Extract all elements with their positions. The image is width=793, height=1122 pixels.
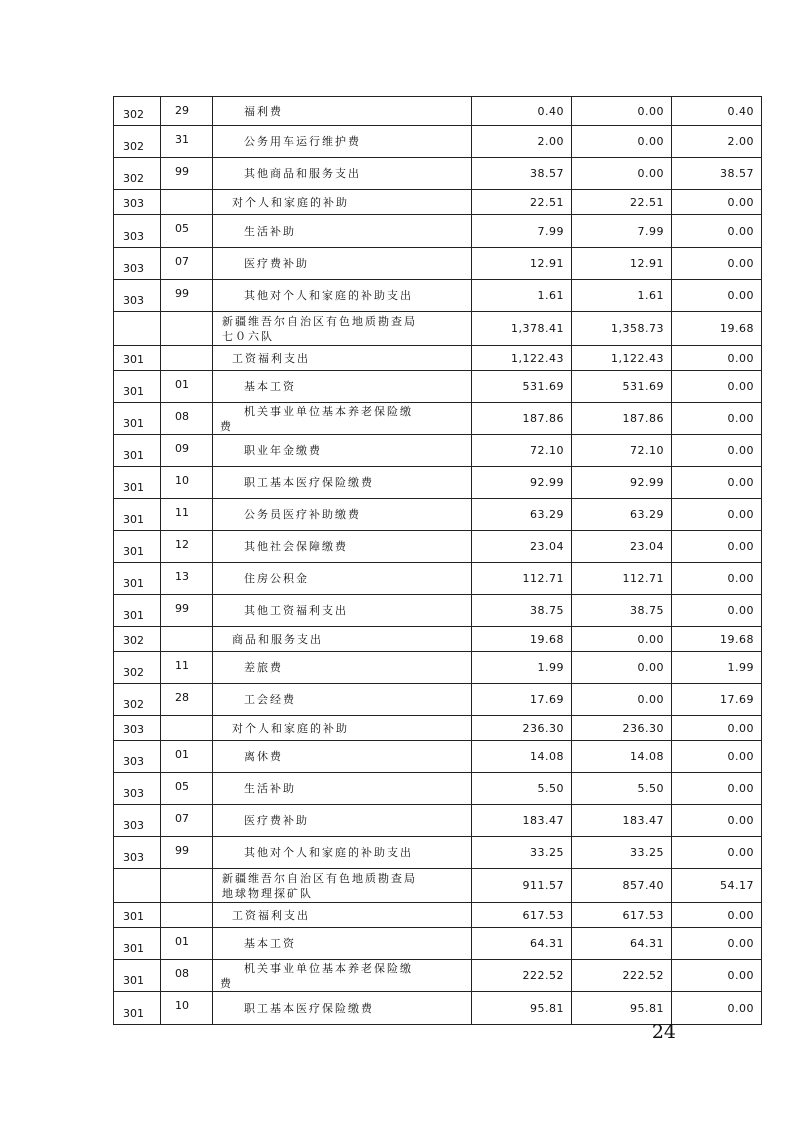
total-amount-cell: 23.04 <box>472 531 572 563</box>
item-code-cell: 99 <box>161 837 213 869</box>
total-amount-cell: 5.50 <box>472 773 572 805</box>
table-row <box>114 903 762 928</box>
basic-expenditure-cell: 857.40 <box>572 869 672 903</box>
basic-expenditure-cell: 5.50 <box>572 773 672 805</box>
project-expenditure-cell: 0.00 <box>672 248 762 280</box>
item-name-cell: 职工基本医疗保险缴费 <box>213 992 472 1025</box>
class-code-cell: 303 <box>114 190 161 215</box>
project-expenditure-cell: 0.00 <box>672 563 762 595</box>
total-amount-cell: 95.81 <box>472 992 572 1025</box>
class-code-cell <box>114 869 161 903</box>
project-expenditure-cell: 0.00 <box>672 403 762 435</box>
project-expenditure-cell: 0.00 <box>672 741 762 773</box>
table-row <box>114 531 762 563</box>
project-expenditure-cell: 19.68 <box>672 312 762 346</box>
class-code-cell: 303 <box>114 280 161 312</box>
total-amount-cell: 187.86 <box>472 403 572 435</box>
item-code-cell: 12 <box>161 531 213 563</box>
basic-expenditure-cell: 23.04 <box>572 531 672 563</box>
item-code-cell <box>161 716 213 741</box>
class-code-cell: 303 <box>114 741 161 773</box>
basic-expenditure-cell: 33.25 <box>572 837 672 869</box>
total-amount-cell: 12.91 <box>472 248 572 280</box>
item-code-cell: 01 <box>161 928 213 960</box>
total-amount-cell: 1.99 <box>472 652 572 684</box>
project-expenditure-cell: 0.00 <box>672 595 762 627</box>
basic-expenditure-cell: 0.00 <box>572 126 672 158</box>
basic-expenditure-cell: 617.53 <box>572 903 672 928</box>
class-code-cell: 301 <box>114 903 161 928</box>
class-code-cell: 301 <box>114 992 161 1025</box>
total-amount-cell: 617.53 <box>472 903 572 928</box>
item-name-cell: 生活补助 <box>213 215 472 248</box>
class-code-cell <box>114 312 161 346</box>
item-code-cell: 07 <box>161 805 213 837</box>
item-code-cell: 29 <box>161 97 213 126</box>
basic-expenditure-cell: 0.00 <box>572 158 672 190</box>
class-code-cell: 301 <box>114 595 161 627</box>
basic-expenditure-cell: 0.00 <box>572 627 672 652</box>
item-name-cell: 生活补助 <box>213 773 472 805</box>
total-amount-cell: 222.52 <box>472 960 572 992</box>
total-amount-cell: 1,378.41 <box>472 312 572 346</box>
project-expenditure-cell: 0.00 <box>672 346 762 371</box>
item-name-cell: 其他对个人和家庭的补助支出 <box>213 837 472 869</box>
item-code-cell: 13 <box>161 563 213 595</box>
total-amount-cell: 14.08 <box>472 741 572 773</box>
item-code-cell: 05 <box>161 773 213 805</box>
table-row <box>114 126 762 158</box>
project-expenditure-cell: 0.00 <box>672 716 762 741</box>
project-expenditure-cell: 0.00 <box>672 837 762 869</box>
total-amount-cell: 1.61 <box>472 280 572 312</box>
basic-expenditure-cell: 187.86 <box>572 403 672 435</box>
project-expenditure-cell: 0.00 <box>672 280 762 312</box>
item-name-cell: 住房公积金 <box>213 563 472 595</box>
total-amount-cell: 112.71 <box>472 563 572 595</box>
basic-expenditure-cell: 0.00 <box>572 684 672 716</box>
table-row <box>114 627 762 652</box>
item-code-cell: 09 <box>161 435 213 467</box>
class-code-cell: 302 <box>114 97 161 126</box>
total-amount-cell: 92.99 <box>472 467 572 499</box>
total-amount-cell: 19.68 <box>472 627 572 652</box>
project-expenditure-cell: 0.00 <box>672 371 762 403</box>
project-expenditure-cell: 0.00 <box>672 773 762 805</box>
item-name-cell: 基本工资 <box>213 371 472 403</box>
total-amount-cell: 1,122.43 <box>472 346 572 371</box>
class-code-cell: 302 <box>114 158 161 190</box>
table-row <box>114 403 762 435</box>
item-name-cell: 对个人和家庭的补助 <box>213 190 472 215</box>
basic-expenditure-cell: 183.47 <box>572 805 672 837</box>
project-expenditure-cell: 0.00 <box>672 805 762 837</box>
item-name-cell: 福利费 <box>213 97 472 126</box>
page-number: 24 <box>651 1021 676 1043</box>
project-expenditure-cell: 0.00 <box>672 467 762 499</box>
project-expenditure-cell: 0.00 <box>672 992 762 1025</box>
table-row <box>114 190 762 215</box>
item-code-cell <box>161 627 213 652</box>
item-name-cell: 公务用车运行维护费 <box>213 126 472 158</box>
table-row <box>114 371 762 403</box>
basic-expenditure-cell: 112.71 <box>572 563 672 595</box>
basic-expenditure-cell: 1,122.43 <box>572 346 672 371</box>
item-name-line2: 费 <box>220 419 233 433</box>
item-name-line1: 新疆维吾尔自治区有色地质勘查局 <box>222 871 417 885</box>
basic-expenditure-cell: 12.91 <box>572 248 672 280</box>
project-expenditure-cell: 38.57 <box>672 158 762 190</box>
item-code-cell: 10 <box>161 992 213 1025</box>
total-amount-cell: 0.40 <box>472 97 572 126</box>
item-name-cell: 基本工资 <box>213 928 472 960</box>
item-name-cell: 医疗费补助 <box>213 248 472 280</box>
total-amount-cell: 531.69 <box>472 371 572 403</box>
basic-expenditure-cell: 38.75 <box>572 595 672 627</box>
class-code-cell: 302 <box>114 126 161 158</box>
item-name-cell <box>213 403 472 435</box>
total-amount-cell: 2.00 <box>472 126 572 158</box>
project-expenditure-cell: 0.00 <box>672 928 762 960</box>
item-code-cell: 31 <box>161 126 213 158</box>
table-row <box>114 312 762 346</box>
item-code-cell <box>161 190 213 215</box>
item-code-cell <box>161 903 213 928</box>
total-amount-cell: 64.31 <box>472 928 572 960</box>
table-row <box>114 805 762 837</box>
total-amount-cell: 72.10 <box>472 435 572 467</box>
table-row <box>114 773 762 805</box>
item-code-cell: 99 <box>161 158 213 190</box>
item-name-cell <box>213 960 472 992</box>
item-name-cell <box>213 312 472 346</box>
class-code-cell: 301 <box>114 346 161 371</box>
table-row <box>114 684 762 716</box>
project-expenditure-cell: 54.17 <box>672 869 762 903</box>
table-row <box>114 280 762 312</box>
item-name-cell: 其他商品和服务支出 <box>213 158 472 190</box>
table-row <box>114 595 762 627</box>
item-name-line1: 机关事业单位基本养老保险缴 <box>244 961 413 975</box>
table-row <box>114 215 762 248</box>
table-row <box>114 837 762 869</box>
table-row <box>114 499 762 531</box>
item-code-cell: 28 <box>161 684 213 716</box>
class-code-cell: 301 <box>114 531 161 563</box>
class-code-cell: 301 <box>114 371 161 403</box>
project-expenditure-cell: 0.00 <box>672 903 762 928</box>
item-name-cell: 职业年金缴费 <box>213 435 472 467</box>
class-code-cell: 302 <box>114 652 161 684</box>
item-code-cell: 05 <box>161 215 213 248</box>
class-code-cell: 301 <box>114 403 161 435</box>
total-amount-cell: 911.57 <box>472 869 572 903</box>
total-amount-cell: 236.30 <box>472 716 572 741</box>
basic-expenditure-cell: 1,358.73 <box>572 312 672 346</box>
project-expenditure-cell: 0.00 <box>672 960 762 992</box>
basic-expenditure-cell: 14.08 <box>572 741 672 773</box>
class-code-cell: 301 <box>114 435 161 467</box>
class-code-cell: 301 <box>114 960 161 992</box>
item-name-cell: 差旅费 <box>213 652 472 684</box>
table-row <box>114 869 762 903</box>
table-row <box>114 928 762 960</box>
item-name-cell: 工资福利支出 <box>213 346 472 371</box>
table-row <box>114 563 762 595</box>
table-row <box>114 248 762 280</box>
item-code-cell: 08 <box>161 960 213 992</box>
table-row <box>114 992 762 1025</box>
item-code-cell <box>161 312 213 346</box>
item-code-cell <box>161 869 213 903</box>
budget-expenditure-table <box>113 96 762 1025</box>
class-code-cell: 302 <box>114 627 161 652</box>
class-code-cell: 301 <box>114 499 161 531</box>
item-name-line2: 地球物理探矿队 <box>222 886 313 900</box>
table-row <box>114 960 762 992</box>
item-name-cell: 离休费 <box>213 741 472 773</box>
class-code-cell: 303 <box>114 716 161 741</box>
item-code-cell: 11 <box>161 652 213 684</box>
item-name-cell: 商品和服务支出 <box>213 627 472 652</box>
item-name-cell: 公务员医疗补助缴费 <box>213 499 472 531</box>
total-amount-cell: 38.75 <box>472 595 572 627</box>
table-row <box>114 741 762 773</box>
item-code-cell: 07 <box>161 248 213 280</box>
total-amount-cell: 17.69 <box>472 684 572 716</box>
table-row <box>114 97 762 126</box>
basic-expenditure-cell: 64.31 <box>572 928 672 960</box>
basic-expenditure-cell: 63.29 <box>572 499 672 531</box>
table-row <box>114 158 762 190</box>
project-expenditure-cell: 0.00 <box>672 531 762 563</box>
item-name-line2: 七０六队 <box>222 329 274 343</box>
item-code-cell: 99 <box>161 280 213 312</box>
class-code-cell: 303 <box>114 805 161 837</box>
basic-expenditure-cell: 7.99 <box>572 215 672 248</box>
table-row <box>114 652 762 684</box>
item-name-line1: 机关事业单位基本养老保险缴 <box>244 404 413 418</box>
project-expenditure-cell: 0.00 <box>672 499 762 531</box>
total-amount-cell: 33.25 <box>472 837 572 869</box>
project-expenditure-cell: 1.99 <box>672 652 762 684</box>
item-code-cell: 10 <box>161 467 213 499</box>
total-amount-cell: 38.57 <box>472 158 572 190</box>
total-amount-cell: 183.47 <box>472 805 572 837</box>
table-row <box>114 716 762 741</box>
project-expenditure-cell: 19.68 <box>672 627 762 652</box>
item-code-cell: 01 <box>161 371 213 403</box>
project-expenditure-cell: 0.00 <box>672 215 762 248</box>
item-name-line2: 费 <box>220 976 233 990</box>
item-name-cell: 工会经费 <box>213 684 472 716</box>
class-code-cell: 301 <box>114 563 161 595</box>
class-code-cell: 303 <box>114 215 161 248</box>
basic-expenditure-cell: 222.52 <box>572 960 672 992</box>
basic-expenditure-cell: 1.61 <box>572 280 672 312</box>
item-code-cell: 01 <box>161 741 213 773</box>
basic-expenditure-cell: 0.00 <box>572 652 672 684</box>
class-code-cell: 302 <box>114 684 161 716</box>
basic-expenditure-cell: 72.10 <box>572 435 672 467</box>
table-row <box>114 435 762 467</box>
item-name-line1: 新疆维吾尔自治区有色地质勘查局 <box>222 314 417 328</box>
project-expenditure-cell: 17.69 <box>672 684 762 716</box>
total-amount-cell: 7.99 <box>472 215 572 248</box>
item-code-cell <box>161 346 213 371</box>
item-name-cell: 工资福利支出 <box>213 903 472 928</box>
basic-expenditure-cell: 0.00 <box>572 97 672 126</box>
class-code-cell: 301 <box>114 928 161 960</box>
basic-expenditure-cell: 531.69 <box>572 371 672 403</box>
project-expenditure-cell: 0.00 <box>672 435 762 467</box>
item-name-cell: 其他工资福利支出 <box>213 595 472 627</box>
table-row <box>114 346 762 371</box>
basic-expenditure-cell: 92.99 <box>572 467 672 499</box>
basic-expenditure-cell: 236.30 <box>572 716 672 741</box>
item-name-cell <box>213 869 472 903</box>
class-code-cell: 301 <box>114 467 161 499</box>
item-name-cell: 其他对个人和家庭的补助支出 <box>213 280 472 312</box>
table-row <box>114 467 762 499</box>
item-name-cell: 医疗费补助 <box>213 805 472 837</box>
item-name-cell: 其他社会保障缴费 <box>213 531 472 563</box>
basic-expenditure-cell: 22.51 <box>572 190 672 215</box>
item-name-cell: 职工基本医疗保险缴费 <box>213 467 472 499</box>
item-code-cell: 11 <box>161 499 213 531</box>
project-expenditure-cell: 0.40 <box>672 97 762 126</box>
project-expenditure-cell: 2.00 <box>672 126 762 158</box>
basic-expenditure-cell: 95.81 <box>572 992 672 1025</box>
item-code-cell: 99 <box>161 595 213 627</box>
item-code-cell: 08 <box>161 403 213 435</box>
project-expenditure-cell: 0.00 <box>672 190 762 215</box>
class-code-cell: 303 <box>114 837 161 869</box>
class-code-cell: 303 <box>114 248 161 280</box>
total-amount-cell: 63.29 <box>472 499 572 531</box>
total-amount-cell: 22.51 <box>472 190 572 215</box>
item-name-cell: 对个人和家庭的补助 <box>213 716 472 741</box>
class-code-cell: 303 <box>114 773 161 805</box>
